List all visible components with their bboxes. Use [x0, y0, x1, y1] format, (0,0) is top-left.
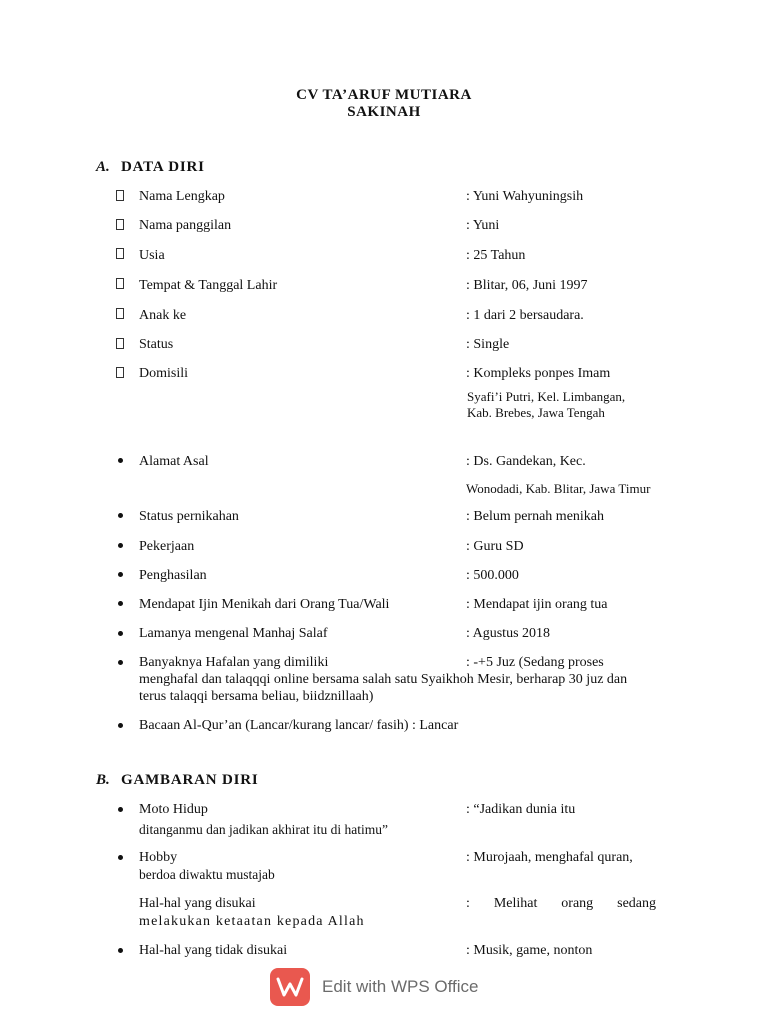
field-label-domisili: Domisili — [139, 366, 189, 381]
square-bullet-icon — [116, 308, 124, 319]
field-value-alamat-asal: : Ds. Gandekan, Kec. — [466, 454, 586, 469]
field-value-domisili-cont2: Kab. Brebes, Jawa Tengah — [467, 405, 605, 420]
square-bullet-icon — [116, 219, 124, 230]
field-label-hal-disukai: Hal-hal yang disukai — [139, 896, 256, 911]
field-label-nama-lengkap: Nama Lengkap — [139, 189, 225, 204]
field-value-hal-disukai-cont1: melakukan ketaatan kepada Allah — [139, 914, 365, 929]
field-value-ijin-menikah: : Mendapat ijin orang tua — [466, 597, 608, 612]
section-b-title: GAMBARAN DIRI — [121, 772, 259, 788]
field-value-domisili: : Kompleks ponpes Imam — [466, 366, 611, 381]
document-title-line1: CV TA’ARUF MUTIARA — [296, 87, 472, 103]
round-bullet-icon — [118, 458, 123, 463]
field-value-tempat-tanggal-lahir: : Blitar, 06, Juni 1997 — [466, 278, 588, 293]
round-bullet-icon — [118, 660, 123, 665]
square-bullet-icon — [116, 338, 124, 349]
square-bullet-icon — [116, 190, 124, 201]
document-title-line2: SAKINAH — [347, 104, 421, 120]
field-label-alamat-asal: Alamat Asal — [139, 454, 209, 469]
section-b-letter: B. — [96, 772, 110, 788]
round-bullet-icon — [118, 601, 123, 606]
round-bullet-icon — [118, 723, 123, 728]
field-label-ijin-menikah: Mendapat Ijin Menikah dari Orang Tua/Wali — [139, 597, 390, 612]
field-label-anak-ke: Anak ke — [139, 308, 187, 323]
field-value-moto-hidup-cont1: ditanganmu dan jadikan akhirat itu di hatimu” — [139, 822, 388, 837]
field-label-hobby: Hobby — [139, 850, 178, 865]
field-label-hafalan: Banyaknya Hafalan yang dimiliki — [139, 655, 329, 670]
field-label-usia: Usia — [139, 248, 165, 263]
field-label-pekerjaan: Pekerjaan — [139, 539, 195, 554]
field-value-pekerjaan: : Guru SD — [466, 539, 524, 554]
field-value-nama-lengkap: : Yuni Wahyuningsih — [466, 189, 584, 204]
square-bullet-icon — [116, 278, 124, 289]
field-label-status: Status — [139, 337, 174, 352]
field-value-hafalan: : -+5 Juz (Sedang proses — [466, 655, 604, 670]
field-label-tempat-tanggal-lahir: Tempat & Tanggal Lahir — [139, 278, 278, 293]
field-value-hafalan-cont1: menghafal dan talaqqqi online bersama salah satu Syaikhoh Mesir, berharap 30 juz dan — [139, 672, 628, 687]
round-bullet-icon — [118, 543, 123, 548]
wps-office-icon[interactable] — [270, 968, 310, 1006]
field-label-moto-hidup: Moto Hidup — [139, 802, 208, 817]
wps-w-logo-icon — [276, 976, 304, 998]
round-bullet-icon — [118, 948, 123, 953]
field-value-usia: : 25 Tahun — [466, 248, 526, 263]
field-value-hal-disukai: : Melihat orang sedang — [466, 896, 656, 911]
round-bullet-icon — [118, 807, 123, 812]
round-bullet-icon — [118, 572, 123, 577]
square-bullet-icon — [116, 367, 124, 378]
field-value-anak-ke: : 1 dari 2 bersaudara. — [466, 308, 584, 323]
field-bacaan-quran: Bacaan Al-Qur’an (Lancar/kurang lancar/ fasih) : Lancar — [139, 718, 459, 733]
field-label-nama-panggilan: Nama panggilan — [139, 218, 232, 233]
edit-with-wps-link[interactable]: Edit with WPS Office — [322, 977, 479, 996]
field-label-status-pernikahan: Status pernikahan — [139, 509, 239, 524]
field-value-status-pernikahan: : Belum pernah menikah — [466, 509, 605, 524]
field-value-hal-tidak-disukai: : Musik, game, nonton — [466, 943, 593, 958]
round-bullet-icon — [118, 631, 123, 636]
square-bullet-icon — [116, 248, 124, 259]
field-value-hobby: : Murojaah, menghafal quran, — [466, 850, 633, 865]
field-value-domisili-cont1: Syafi’i Putri, Kel. Limbangan, — [467, 389, 626, 404]
round-bullet-icon — [118, 855, 123, 860]
round-bullet-icon — [118, 513, 123, 518]
field-value-moto-hidup: : “Jadikan dunia itu — [466, 802, 576, 817]
field-value-alamat-asal-cont1: Wonodadi, Kab. Blitar, Jawa Timur — [466, 481, 651, 496]
field-value-manhaj-salaf: : Agustus 2018 — [466, 626, 551, 641]
section-a-title: DATA DIRI — [121, 159, 205, 175]
field-value-nama-panggilan: : Yuni — [466, 218, 500, 233]
section-a-letter: A. — [96, 159, 110, 175]
field-label-manhaj-salaf: Lamanya mengenal Manhaj Salaf — [139, 626, 328, 641]
field-value-hobby-cont1: berdoa diwaktu mustajab — [139, 867, 275, 882]
field-value-penghasilan: : 500.000 — [466, 568, 519, 583]
field-value-hafalan-cont2: terus talaqqi bersama beliau, biidznillaah) — [139, 689, 374, 704]
field-label-hal-tidak-disukai: Hal-hal yang tidak disukai — [139, 943, 288, 958]
field-label-penghasilan: Penghasilan — [139, 568, 207, 583]
field-value-status: : Single — [466, 337, 510, 352]
